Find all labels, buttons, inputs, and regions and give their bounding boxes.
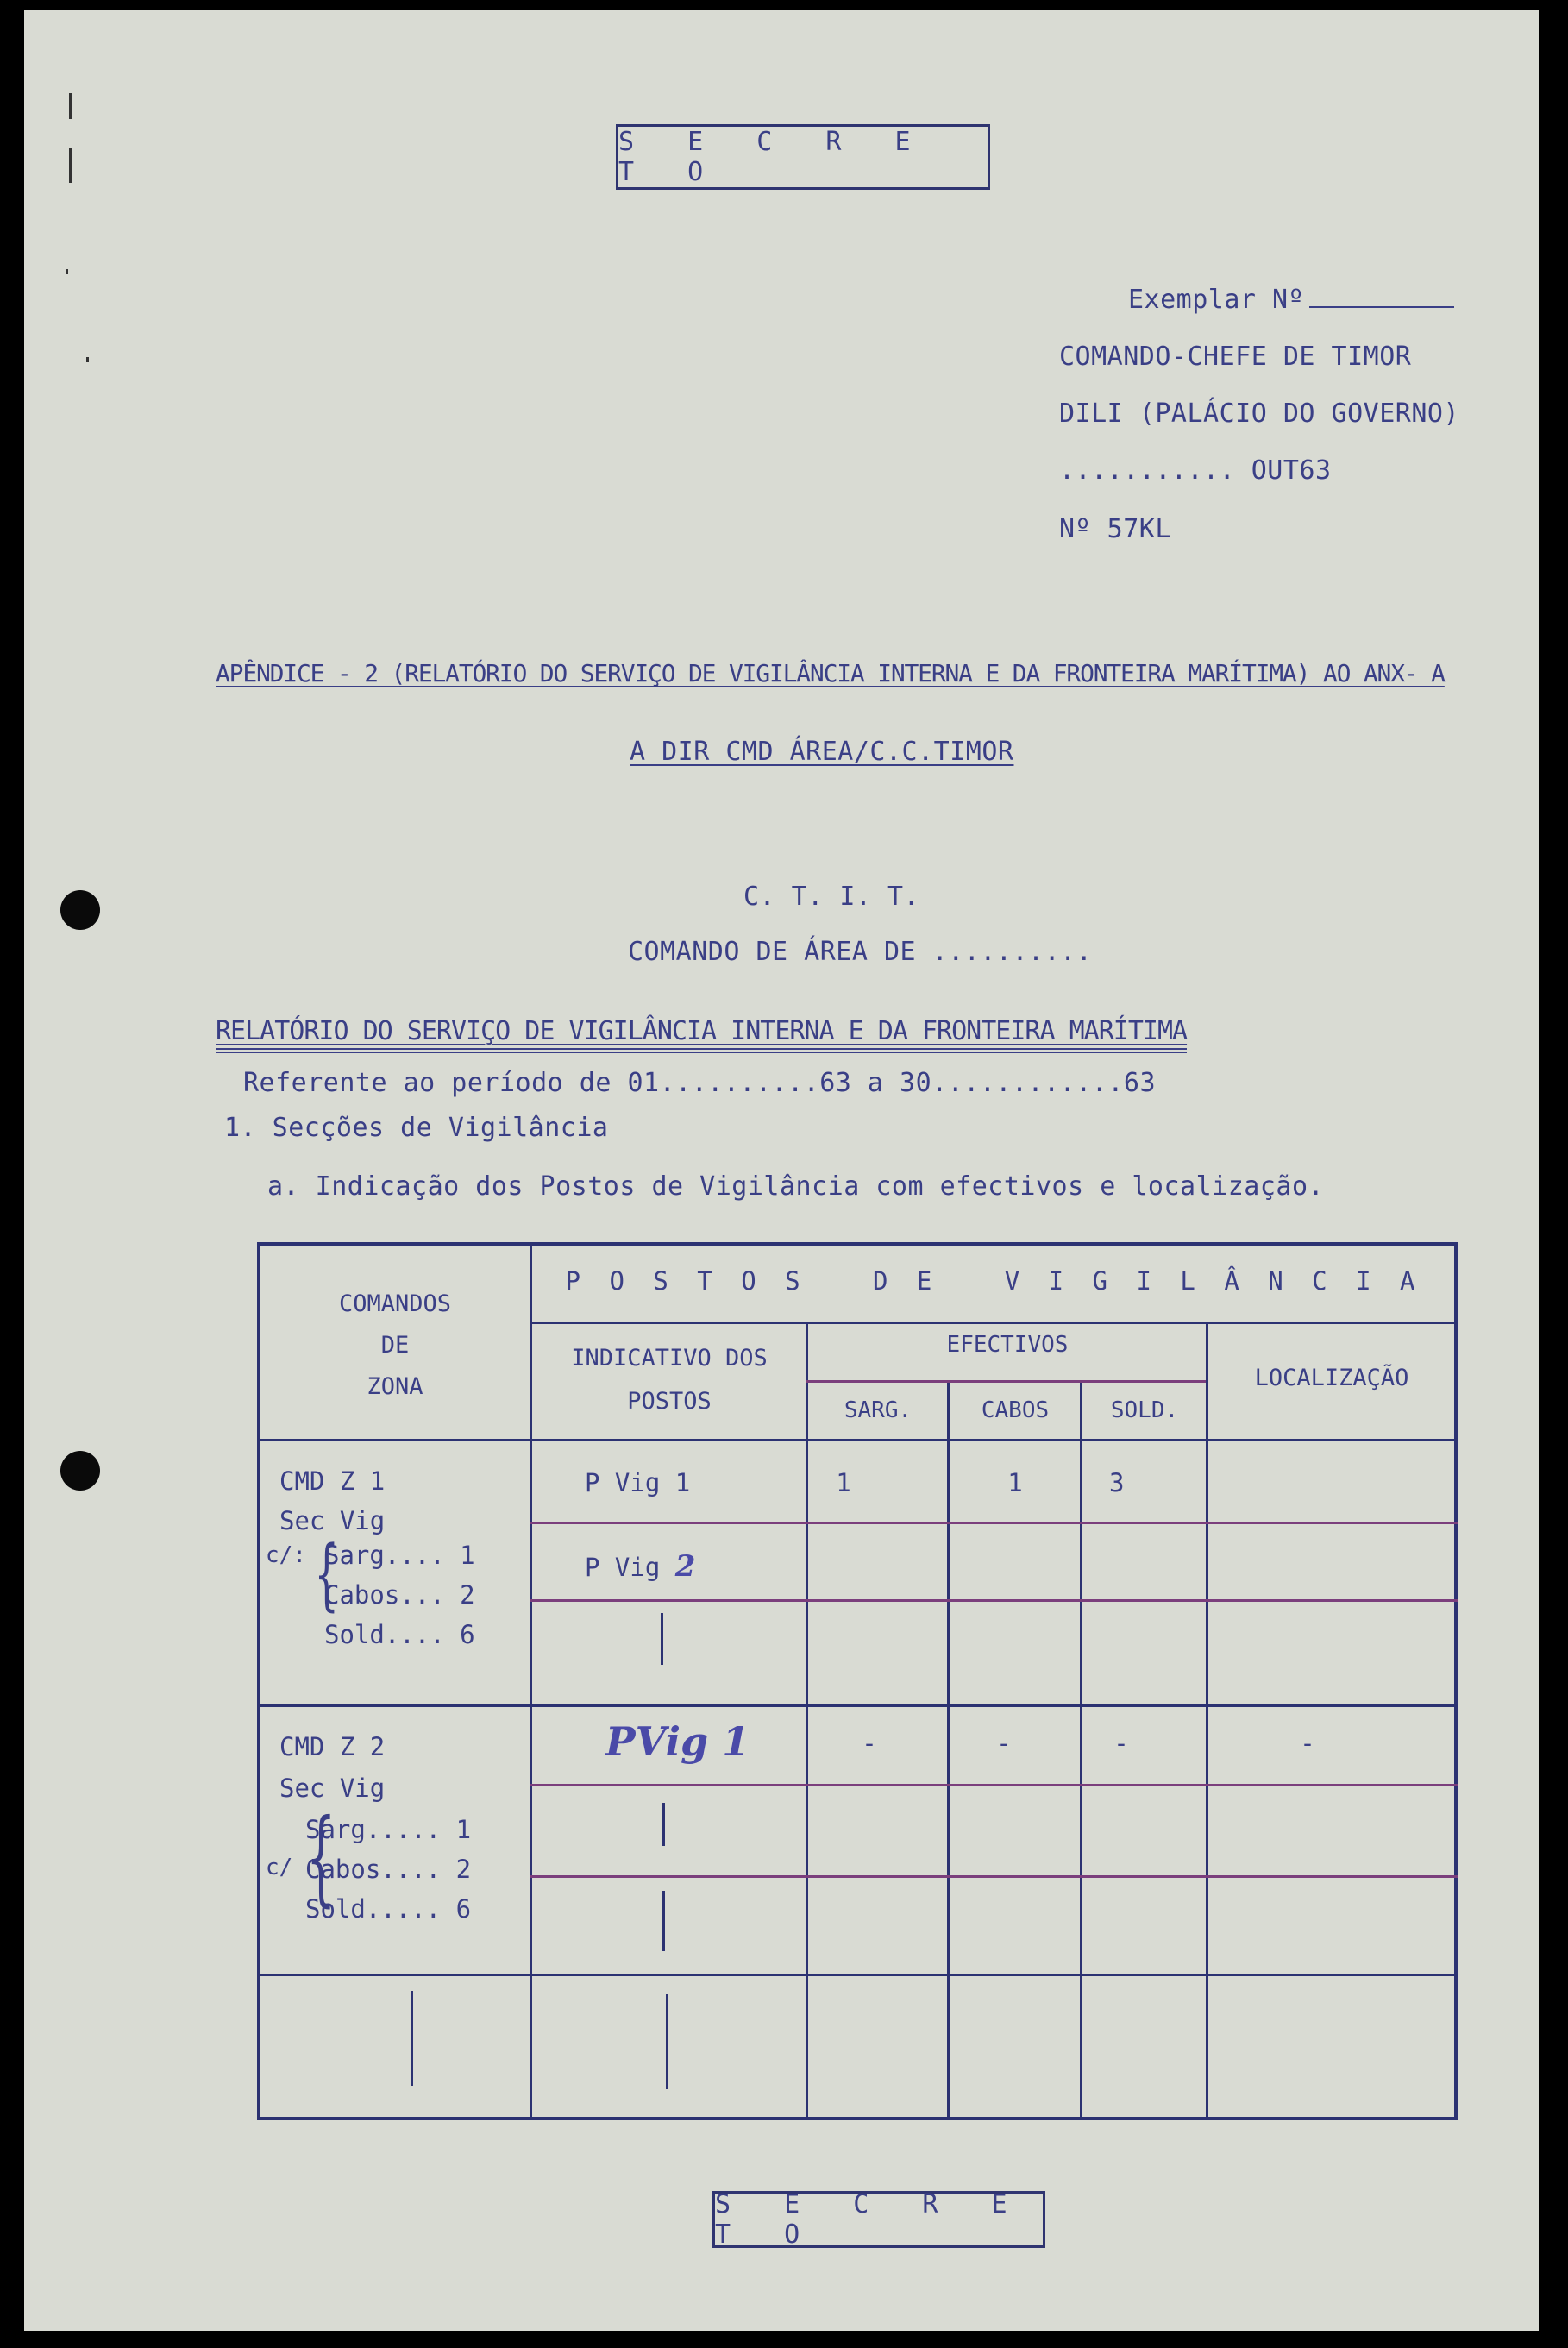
vigilance-posts-table [257, 1242, 1458, 2120]
zone1-post2 [585, 1549, 695, 1584]
zone1-post1-sarg: 1 [836, 1468, 851, 1497]
header-indicative [533, 1337, 806, 1423]
margin-mark [69, 148, 72, 183]
zone1-post1: P Vig 1 [585, 1468, 691, 1497]
document-number: Nº 57KL [1059, 514, 1171, 544]
continuation-mark [662, 1803, 665, 1846]
header-location: LOCALIZAÇÃO [1254, 1365, 1409, 1391]
zone2-post1-location: - [1300, 1729, 1315, 1758]
place-name: DILI (PALÁCIO DO GOVERNO) [1059, 399, 1460, 429]
document-page [24, 10, 1539, 2331]
zone2-post1-cabos: - [996, 1729, 1012, 1758]
continuation-mark [411, 1991, 413, 2086]
header-commands-line3: ZONA [367, 1373, 423, 1400]
zone2-post1-sarg: - [862, 1729, 877, 1758]
exemplar-number [1128, 285, 1454, 315]
zone1-sec: Sec Vig [279, 1506, 386, 1535]
ctit-heading: C. T. I. T. [743, 882, 920, 912]
secret-stamp-text-bottom: S E C R E T O [715, 2189, 1026, 2250]
appendix-title: APÊNDICE - 2 (RELATÓRIO DO SERVIÇO DE VIGILÂNCIA INTERNA E DA FRONTEIRA MARÍTIMA) AO ANX- A [216, 659, 1445, 687]
continuation-mark [661, 1613, 663, 1665]
zone1-brace: { [314, 1529, 339, 1620]
zone1-prefix: c/: [266, 1542, 306, 1568]
header-effectives: EFECTIVOS [946, 1332, 1069, 1358]
zone1-post1-sold: 3 [1109, 1468, 1125, 1497]
header-sold: SOLD. [1110, 1397, 1179, 1423]
margin-mark [86, 357, 89, 362]
continuation-mark [662, 1891, 665, 1951]
header-indicative-line2: POSTOS [627, 1388, 712, 1415]
zone2-sarg: Sarg..... 1 [305, 1815, 472, 1844]
margin-mark [69, 93, 72, 119]
zone1-post2-handwritten: 2 [674, 1549, 696, 1584]
punch-hole-top [60, 890, 100, 930]
exemplar-label: Exemplar Nº [1128, 285, 1305, 315]
zone2-name: CMD Z 2 [279, 1732, 386, 1761]
header-indicative-line1: INDICATIVO DOS [571, 1345, 768, 1372]
margin-mark [66, 269, 68, 274]
header-commands-line1: COMANDOS [338, 1290, 452, 1317]
zone2-post1-handwritten: PVig 1 [605, 1718, 750, 1765]
zone1-sarg: Sarg.... 1 [324, 1541, 475, 1570]
header-sarg: SARG. [844, 1397, 913, 1423]
zone2-brace: { [305, 1798, 336, 1918]
subsection-heading: a. Indicação dos Postos de Vigilância com efectivos e localização. [267, 1171, 1325, 1202]
zone1-sold: Sold.... 6 [324, 1620, 475, 1649]
header-cabos: CABOS [981, 1397, 1050, 1423]
zone1-post1-cabos: 1 [1007, 1468, 1023, 1497]
document-date: ........... OUT63 [1059, 455, 1332, 486]
zone2-cabos: Cabos.... 2 [305, 1855, 472, 1884]
zone2-sold: Sold..... 6 [305, 1894, 472, 1924]
zone2-prefix: c/ [266, 1855, 293, 1880]
header-commands-line2: DE [380, 1332, 410, 1359]
appendix-subtitle: A DIR CMD ÁREA/C.C.TIMOR [630, 737, 1014, 767]
continuation-mark [666, 1994, 668, 2089]
command-name: COMANDO-CHEFE DE TIMOR [1059, 342, 1412, 372]
header-posts: P O S T O S D E V I G I L Â N C I A [565, 1266, 1422, 1296]
zone2-post1-sold: - [1113, 1729, 1129, 1758]
report-heading: RELATÓRIO DO SERVIÇO DE VIGILÂNCIA INTERNA E DA FRONTEIRA MARÍTIMA [216, 1016, 1187, 1053]
report-period: Referente ao período de 01..........63 a 30............63 [243, 1068, 1157, 1098]
secret-stamp-text: S E C R E T O [618, 127, 930, 187]
secret-stamp-top [616, 124, 990, 190]
zone2-sec: Sec Vig [279, 1774, 386, 1803]
punch-hole-bottom [60, 1451, 100, 1491]
zone1-name: CMD Z 1 [279, 1466, 386, 1496]
zone1-cabos: Cabos... 2 [324, 1580, 475, 1610]
zone1-post2-typed: P Vig [585, 1553, 661, 1582]
area-command: COMANDO DE ÁREA DE .......... [628, 937, 1093, 967]
secret-stamp-bottom [712, 2191, 1045, 2248]
section-heading: 1. Secções de Vigilância [224, 1113, 609, 1143]
header-commands [260, 1284, 530, 1408]
